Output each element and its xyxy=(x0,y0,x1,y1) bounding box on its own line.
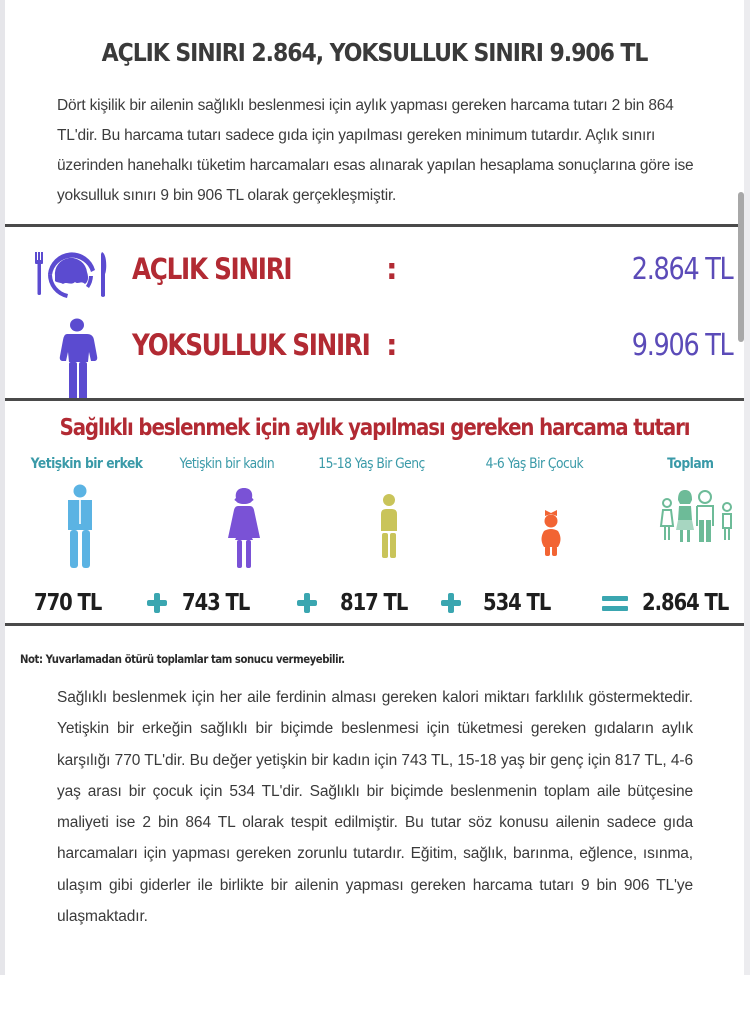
member-label: Yetişkin bir erkek xyxy=(30,456,143,472)
infographic-page xyxy=(5,0,744,975)
right-frame xyxy=(744,0,750,975)
hunger-limit-label: AÇLIK SINIRI xyxy=(132,252,292,286)
member-woman xyxy=(165,455,289,473)
amount-child: 534 TL xyxy=(483,590,551,616)
divider xyxy=(5,398,744,401)
plus-icon xyxy=(441,593,461,613)
bottom-strip xyxy=(0,975,750,1032)
page-title: AÇLIK SINIRI 2.864, YOKSULLUK SINIRI 9.906 TL xyxy=(101,38,648,67)
member-label: 15-18 Yaş Bir Genç xyxy=(318,456,426,472)
hunger-limit-value: 2.864 TL xyxy=(631,252,732,287)
body-paragraph: Sağlıklı beslenmek için her aile ferdinin alması gereken kalori miktarı farklılık göstermektedir. Yetişkin bir erkeğin sağlıklı bir biçimde beslenmesi için tüketmesi gereken gıdaların aylık karşılığı 770 TL'dir. Bu değer yetişkin bir kadın için 743 TL, 15-18 yaş bir genç için 817 TL, 4-6 yaş arası bir çocuk için 534 TL'dir. Sağlıklı bir biçimde beslenmenin toplam aile bütçesine maliyeti ise 2 bin 864 TL olarak tespit edilmiştir. Bu tutar söz konusu ailenin sadece gıda harcamaları için yapması gereken zorunlu tutardır. Eğitim, sağlık, barınma, eğlence, ısınma, ulaşım gibi giderler ile birlikte bir ailenin yapması gereken harcama tutarı 9 bin 906 TL'ye ulaşmaktadır. xyxy=(57,689,693,926)
man-icon xyxy=(65,484,95,568)
poverty-limit-colon: : xyxy=(386,328,398,362)
child-icon xyxy=(539,509,563,557)
member-child xyxy=(471,455,597,473)
family-icon xyxy=(659,490,735,550)
member-label: Toplam xyxy=(666,456,714,472)
member-teen xyxy=(310,455,434,473)
member-man xyxy=(23,455,143,473)
breakdown-title: Sağlıklı beslenmek için aylık yapılması gereken harcama tutarı xyxy=(59,415,690,441)
rounding-note: Not: Yuvarlamadan ötürü toplamlar tam sonucu vermeyebilir. xyxy=(20,652,345,666)
plus-icon xyxy=(147,593,167,613)
amount-total: 2.864 TL xyxy=(642,590,729,616)
member-label: 4-6 Yaş Bir Çocuk xyxy=(485,456,583,472)
intro-paragraph: Dört kişilik bir ailenin sağlıklı beslenmesi için aylık yapması gereken harcama tutarı 2 bin 864 TL'dir. Bu harcama tutarı sadece gıda için yapılması gereken minimum tutardır. Açlık sınırı üzerinden hanehalkı tüketim harcamaları esas alınarak yapılan hesaplama sonuçlarına göre ise yoksulluk sınırı 9 bin 906 TL olarak gerçekleşmiştir. xyxy=(57,97,694,204)
member-label: Yetişkin bir kadın xyxy=(179,456,275,472)
member-total xyxy=(650,455,730,473)
hunger-limit-row xyxy=(5,246,744,306)
poverty-limit-value: 9.906 TL xyxy=(631,328,732,363)
equals-icon xyxy=(602,596,628,612)
divider xyxy=(5,623,744,626)
plus-icon xyxy=(297,593,317,613)
poverty-limit-label: YOKSULLUK SINIRI xyxy=(132,328,370,362)
scrollbar[interactable] xyxy=(738,192,744,342)
divider xyxy=(5,224,744,227)
amount-teen: 817 TL xyxy=(340,590,408,616)
teen-icon xyxy=(379,494,399,558)
amount-woman: 743 TL xyxy=(182,590,250,616)
woman-icon xyxy=(227,488,261,568)
hunger-limit-colon: : xyxy=(386,252,398,286)
amount-man: 770 TL xyxy=(34,590,102,616)
poverty-limit-row xyxy=(5,322,744,382)
